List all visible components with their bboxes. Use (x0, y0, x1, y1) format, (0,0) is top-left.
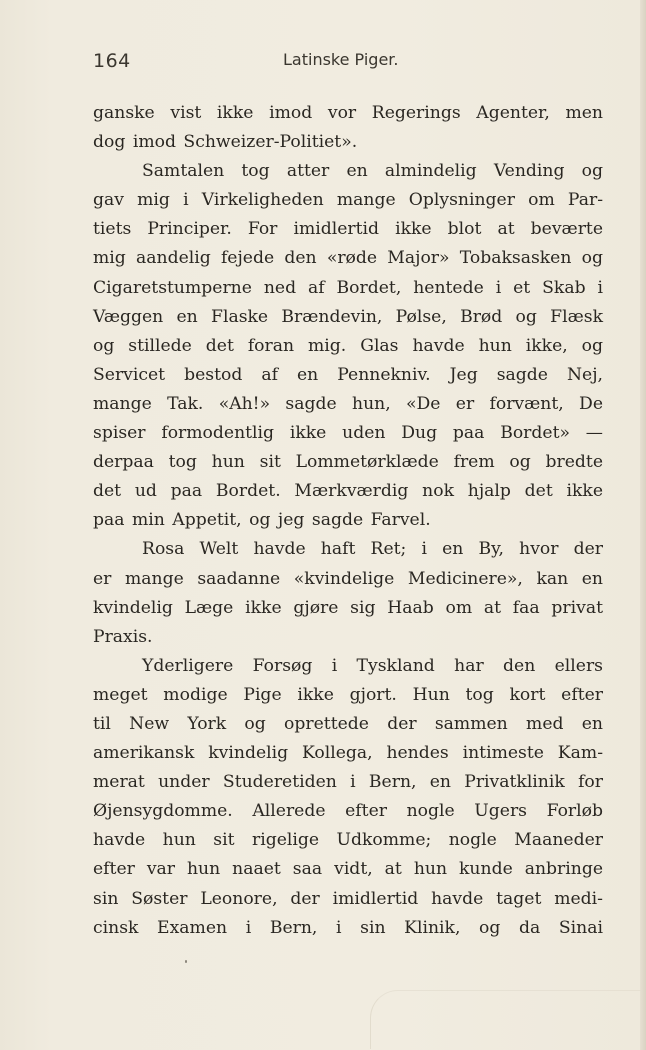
running-title: Latinske Piger. (283, 50, 399, 69)
text-line: Rosa Welt havde haft Ret; i en By, hvor der (142, 539, 603, 560)
text-line: det ud paa Bordet. Mærkværdig nok hjalp det ikke (93, 481, 603, 502)
page-number: 164 (93, 50, 131, 72)
text-line: cinsk Examen i Bern, i sin Klinik, og da Sinai (93, 917, 603, 938)
text-line: mig aandelig fejede den «røde Major» Tobaksasken og (93, 248, 603, 269)
text-line: Yderligere Forsøg i Tyskland har den ellers (142, 655, 603, 676)
text-line: Væggen en Flaske Brændevin, Pølse, Brød og Flæsk (93, 306, 603, 327)
text-line: kvindelig Læge ikke gjøre sig Haab om at faa privat (93, 597, 603, 618)
text-line: Øjensygdomme. Allerede efter nogle Ugers Forløb (93, 801, 603, 822)
text-line: og stillede det foran mig. Glas havde hun ikke, og (93, 335, 603, 356)
text-line: Samtalen tog atter en almindelig Vending og (142, 161, 603, 182)
text-line: er mange saadanne «kvindelige Medicinere», kan en (93, 568, 603, 589)
page-fold-mark (370, 990, 641, 1049)
text-line: Cigaretstumperne ned af Bordet, hentede i et Skab i (93, 277, 603, 298)
text-line: havde hun sit rigelige Udkomme; nogle Maaneder (93, 830, 603, 851)
text-line: ganske vist ikke imod vor Regerings Agenter, men (93, 103, 603, 123)
paper-speck (185, 960, 187, 963)
text-line: paa min Appetit, og jeg sagde Farvel. (93, 510, 431, 531)
text-line: merat under Studeretiden i Bern, en Privatklinik for (93, 772, 603, 793)
text-line: til New York og oprettede der sammen med en (93, 713, 603, 734)
text-line: tiets Principer. For imidlertid ikke blot at beværte (93, 219, 603, 240)
text-line: sin Søster Leonore, der imidlertid havde taget medi- (93, 888, 603, 909)
text-line: gav mig i Virkeligheden mange Oplysninger om Par- (93, 190, 603, 211)
page-header (93, 50, 563, 76)
text-line: meget modige Pige ikke gjort. Hun tog kort efter (93, 684, 603, 705)
text-line: efter var hun naaet saa vidt, at hun kunde anbringe (93, 859, 603, 880)
body-text (93, 99, 603, 943)
text-line: amerikansk kvindelig Kollega, hendes intimeste Kam- (93, 743, 603, 764)
text-line: Servicet bestod af en Pennekniv. Jeg sagde Nej, (93, 364, 603, 385)
text-line: derpaa tog hun sit Lommetørklæde frem og bredte (93, 452, 603, 473)
text-line: spiser formodentlig ikke uden Dug paa Bordet» — (93, 423, 603, 444)
text-line: dog imod Schweizer-Politiet». (93, 132, 358, 153)
text-line: mange Tak. «Ah!» sagde hun, «De er forvænt, De (93, 393, 603, 414)
text-line: Praxis. (93, 626, 153, 647)
page-edge (640, 0, 646, 1050)
